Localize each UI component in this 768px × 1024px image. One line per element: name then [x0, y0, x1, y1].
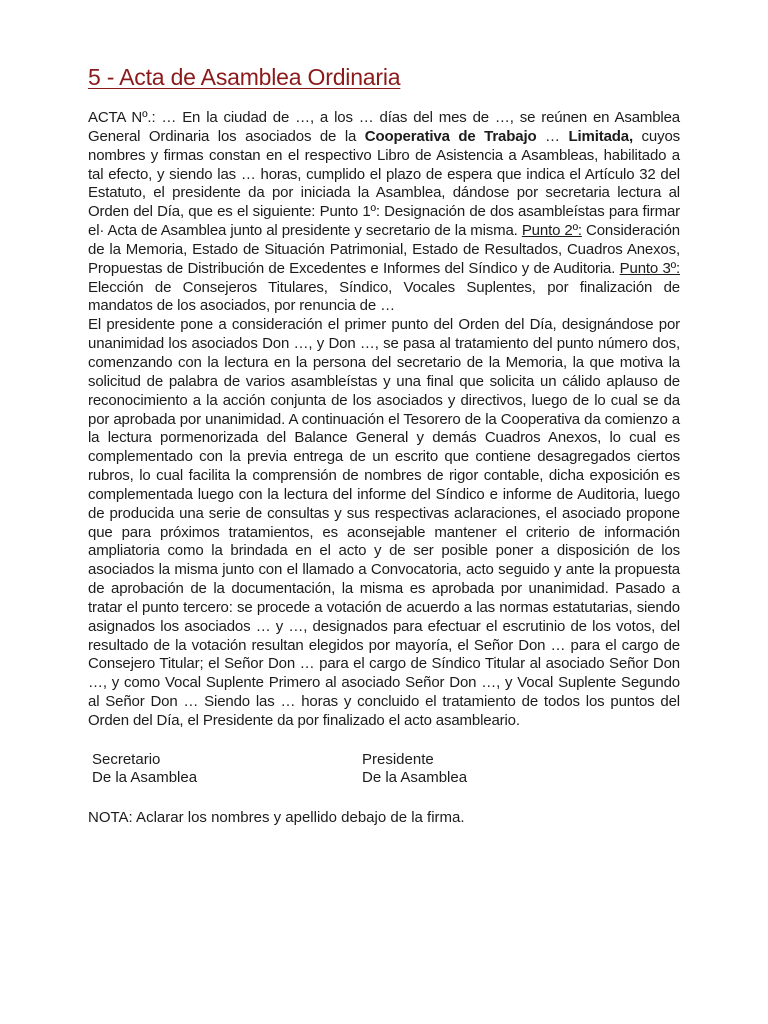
punto-3-label: Punto 3º: — [619, 259, 680, 277]
signature-presidente-subtitle: De la Asamblea — [362, 768, 468, 786]
signature-presidente-title: Presidente — [362, 750, 434, 768]
page-title: 5 - Acta de Asamblea Ordinaria — [88, 64, 401, 90]
document-page — [88, 64, 680, 827]
signature-secretario — [92, 751, 197, 787]
paragraph-acta-development: El presidente pone a consideración el primer punto del Orden del Día, designándose por unanimidad los asociados Don …, y Don …, se pasa al tratamiento del punto número dos, comenzando con la lectura en la persona del secretario de la Memoria, la que motiva la solicitud de palabra de varios asambleístas y una final que solicita un cálido aplauso de reconocimiento a la acción conjunta de los asociados y directivos, luego de lo cual se da por aprobada por unanimidad. A continuación el Tesorero de la Cooperativa da comienzo a la lectura pormenorizada del Balance General y demás Cuadros Anexos, lo cual es complementado con la previa entrega de un escrito que contiene desagregados ciertos rubros, lo cual facilita la comprensión de nombres de rigor contable, dicha exposición es complementada luego con la lectura del informe del Síndico e informe de Auditoria, luego de producida una serie de consultas y sus respectivas aclaraciones, el asociado propone que para próximos tratamientos, es aconsejable mantener el criterio de información ampliatoria como la brindada en el acto y de ser posible poner a disposición de los asociados la misma junto con el llamado a Convocatoria, acto seguido y ante la propuesta de aprobación de la documentación, la misma es aprobada por unanimidad. Pasado a tratar el punto tercero: se procede a votación de acuerdo a las normas estatutarias, siendo asignados los asociados … y …, designados para efectuar el escrutinio de los votos, del resultado de la votación resultan elegidos por mayoría, el Señor Don … para el cargo de Consejero Titular; el Señor Don … para el cargo de Síndico Titular al asociado Señor Don …, y como Vocal Suplente Primero al asociado Señor Don …, y Vocal Suplente Segundo al Señor Don … Siendo las … horas y concluido el tratamiento de todos los puntos del Orden del Día, el Presidente da por finalizado el acto asambleario. — [88, 316, 680, 729]
cooperativa-name: Cooperativa de Trabajo — [364, 127, 537, 145]
punto-2-text: Consideración de la Memoria, Estado de Situación Patrimonial, Estado de Resultados, Cuadros Anexos, Propuestas de Distribución de Excedentes e Informes del Síndico y de Auditoria. — [88, 222, 680, 277]
punto-3-text: Elección de Consejeros Titulares, Síndico, Vocales Suplentes, por finalización de mandatos de los asociados, por renuncia de … — [88, 278, 680, 315]
signature-block — [88, 751, 680, 791]
limitada-label: Limitada, — [568, 127, 633, 145]
signature-secretario-title: Secretario — [92, 750, 161, 768]
intro-text-2: … — [536, 127, 569, 145]
signature-secretario-subtitle: De la Asamblea — [92, 768, 198, 786]
signature-presidente — [362, 751, 467, 787]
intro-text-3: cuyos nombres y firmas constan en el respectivo Libro de Asistencia a Asambleas, habilitado a tal efecto, y siendo las … horas, cumplido el plazo de espera que indica el Artículo 32 del Estatuto, el presidente da por iniciada la Asamblea, dándose por secretaria lectura al Orden del Día, que es el siguiente: Punto 1º: Designación de dos asambleístas para firmar el· Acta de Asamblea junto al presidente y secretario de la misma. — [88, 127, 680, 240]
paragraph-acta-intro — [88, 109, 680, 316]
footnote: NOTA: Aclarar los nombres y apellido debajo de la firma. — [88, 808, 465, 826]
intro-text: ACTA Nº.: … En la ciudad de …, a los … días del mes de …, se reúnen en Asamblea General Ordinaria los asociados de la — [88, 109, 680, 145]
punto-2-label: Punto 2º: — [521, 222, 582, 240]
